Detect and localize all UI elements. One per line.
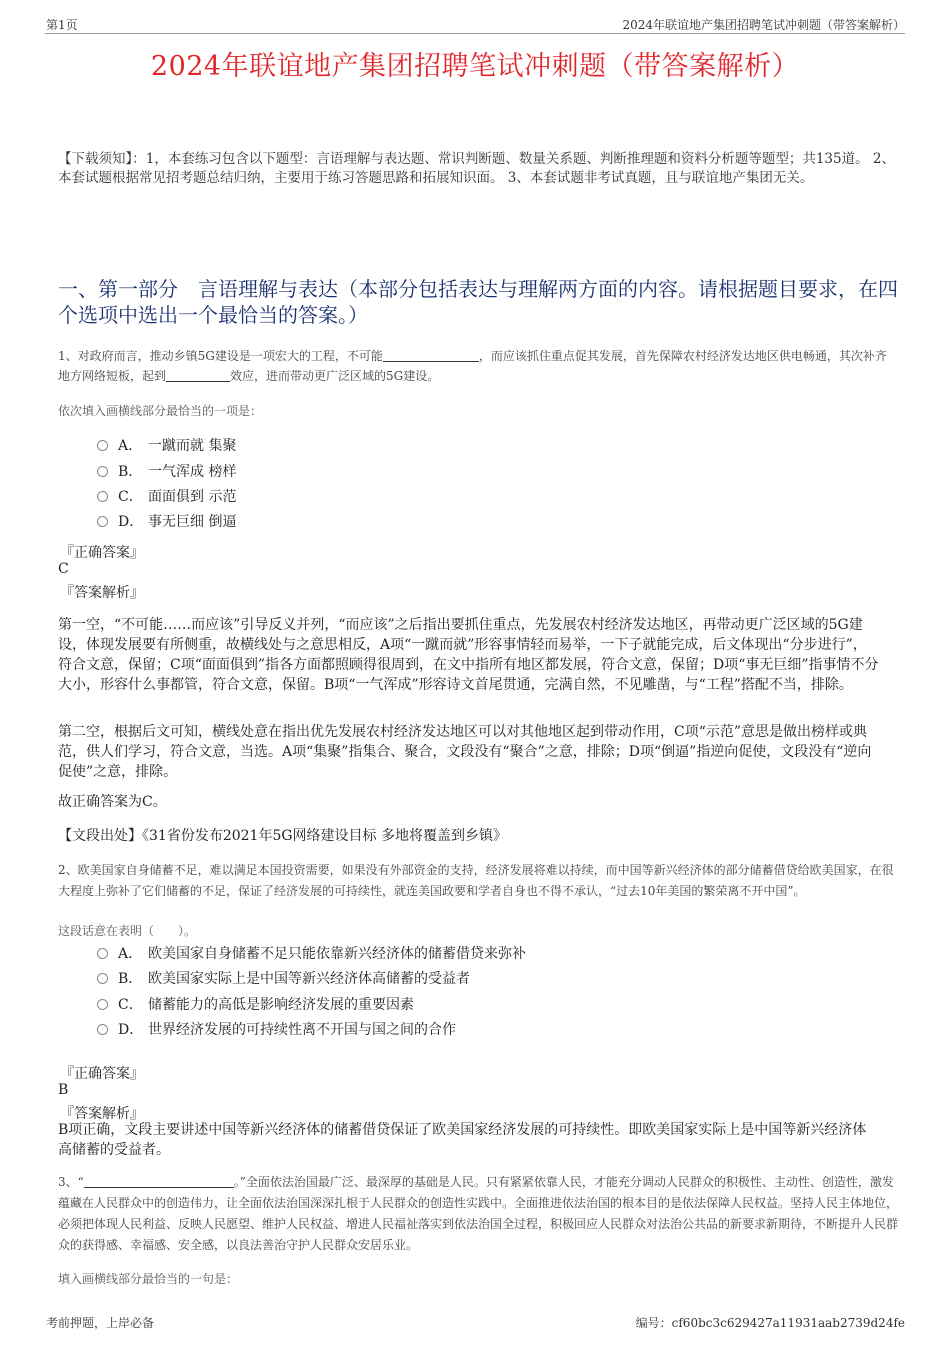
page-title: 2024年联谊地产集团招聘笔试冲刺题（带答案解析） (150, 51, 800, 82)
fill-blank-2 (166, 381, 230, 382)
analysis-conclusion: 故正确答案为C。 (58, 794, 167, 810)
question-3-stem (58, 1172, 898, 1256)
footer-serial: 编号：cf60bc3c629427a11931aab2739d24fe (635, 1316, 905, 1330)
analysis-paragraph: 第一空，“不可能……而应该”引导反义并列，“而应该”之后指出要抓住重点，先发展农村经济发达地区，再带动更广泛区域的5G建设，体现发展要有所侧重，故横线处与之意思相反，A项“一蹴而就”形容事情轻而易举，一下子就能完成，后文体现出“分步进行”，符合文意，保留；C项“面面俱到”指各方面都照顾得很周到，在文中指所有地区都发展，符合文意，保留；D项“事无巨细”指事情不分大小，形容什么事都管，符合文意，保留。B项“一气浑成”形容诗文首尾贯通，完满自然，不见雕凿，与“工程”搭配不当，排除。 (58, 617, 879, 693)
header-divider (45, 33, 905, 34)
analysis-tag: 『答案解析』 (60, 1106, 144, 1122)
question-1-option-d[interactable]: D． 事无巨细 倒逼 (97, 512, 236, 532)
correct-answer: B (58, 1082, 69, 1098)
analysis-tag: 『答案解析』 (60, 585, 144, 601)
analysis-paragraph: 第二空，根据后文可知，横线处意在指出优先发展农村经济发达地区可以对其他地区起到带动作用，C项“示范”意思是做出榜样或典范，供人们学习，符合文意，当选。A项“集聚”指集合、聚合，文段没有“聚合”之意，排除；D项“倒逼”指逆向促使，文段没有“逆向促使”之意，排除。 (58, 724, 872, 780)
question-1-option-a[interactable]: A． 一蹴而就 集聚 (97, 436, 236, 456)
analysis-paragraph: B项正确，文段主要讲述中国等新兴经济体的储蓄借贷保证了欧美国家经济发展的可持续性。即欧美国家实际上是中国等新兴经济体高储蓄的受益者。 (58, 1122, 867, 1158)
question-3-text-a: 3、“ (58, 1175, 84, 1189)
radio-icon[interactable] (97, 516, 108, 527)
question-1-text-c: 效应，进而带动更广泛区域的5G建设。 (230, 369, 440, 383)
question-2-option-c[interactable]: C． 储蓄能力的高低是影响经济发展的重要因素 (97, 995, 414, 1015)
header-doc-title: 2024年联谊地产集团招聘笔试冲刺题（带答案解析） (622, 18, 905, 32)
footer-slogan: 考前押题，上岸必备 (46, 1316, 155, 1330)
question-1-prompt: 依次填入画横线部分最恰当的一项是： (58, 404, 263, 418)
radio-icon[interactable] (97, 999, 108, 1010)
correct-answer: C (58, 561, 69, 577)
page-number: 第1页 (46, 18, 78, 32)
section-heading: 一、第一部分 言语理解与表达（本部分包括表达与理解两方面的内容。请根据题目要求，在四个选项中选出一个最恰当的答案。） (58, 277, 898, 327)
question-1-text-a: 1、对政府而言，推动乡镇5G建设是一项宏大的工程，不可能 (58, 349, 383, 363)
question-1-text-b: ，而应该抓住重点促其发展，首先保障农村经济发达地区供电畅通，其次补齐地方网络短板，起到 (58, 349, 887, 383)
text-source: 【文段出处】《31省份发布2021年5G网络建设目标 多地将覆盖到乡镇》 (58, 828, 507, 844)
radio-icon[interactable] (97, 491, 108, 502)
question-2-prompt: 这段话意在表明（ ）。 (58, 924, 197, 938)
fill-blank-3 (84, 1187, 234, 1188)
question-1-option-c[interactable]: C． 面面俱到 示范 (97, 487, 236, 507)
radio-icon[interactable] (97, 948, 108, 959)
question-3-text-b: 。”全面依法治国最广泛、最深厚的基础是人民。只有紧紧依靠人民，才能充分调动人民群众的积极性、主动性、创造性，激发蕴藏在人民群众中的创造伟力，让全面依法治国深深扎根于人民群众的创造性实践中。全面推进依法治国的根本目的是依法保障人民权益。坚持人民主体地位，必须把体现人民利益、反映人民愿望、维护人民权益、增进人民福祉落实到依法治国全过程，积极回应人民群众对法治公共品的新要求新期待，不断提升人民群众的获得感、幸福感、安全感，以良法善治守护人民群众安居乐业。 (58, 1175, 899, 1252)
question-1-option-b[interactable]: B． 一气浑成 榜样 (97, 462, 236, 482)
download-notice: 【下载须知】：1，本套练习包含以下题型：言语理解与表达题、常识判断题、数量关系题、判断推理题和资料分析题等题型；共135道。 2、本套试题根据常见招考题总结归纳，主要用于练习答题思路和拓展知识面。 3、本套试题非考试真题，且与联谊地产集团无关。 (58, 151, 895, 186)
fill-blank-1 (383, 361, 479, 362)
answer-tag: 『正确答案』 (60, 1066, 144, 1082)
answer-tag: 『正确答案』 (60, 545, 144, 561)
question-1-stem (58, 346, 898, 386)
question-2-option-a[interactable]: A． 欧美国家自身储蓄不足只能依靠新兴经济体的储蓄借贷来弥补 (97, 944, 526, 964)
radio-icon[interactable] (97, 1024, 108, 1035)
question-2-option-d[interactable]: D． 世界经济发展的可持续性离不开国与国之间的合作 (97, 1020, 456, 1040)
radio-icon[interactable] (97, 440, 108, 451)
radio-icon[interactable] (97, 973, 108, 984)
question-3-prompt: 填入画横线部分最恰当的一句是： (58, 1272, 239, 1286)
radio-icon[interactable] (97, 466, 108, 477)
question-2-stem: 2、欧美国家自身储蓄不足，难以满足本国投资需要，如果没有外部资金的支持，经济发展将难以持续，而中国等新兴经济体的部分储蓄借贷给欧美国家，在很大程度上弥补了它们储蓄的不足，保证了经济发展的可持续性，就连美国政要和学者自身也不得不承认，“过去10年美国的繁荣离不开中国”。 (58, 863, 894, 898)
question-2-option-b[interactable]: B． 欧美国家实际上是中国等新兴经济体高储蓄的受益者 (97, 969, 470, 989)
